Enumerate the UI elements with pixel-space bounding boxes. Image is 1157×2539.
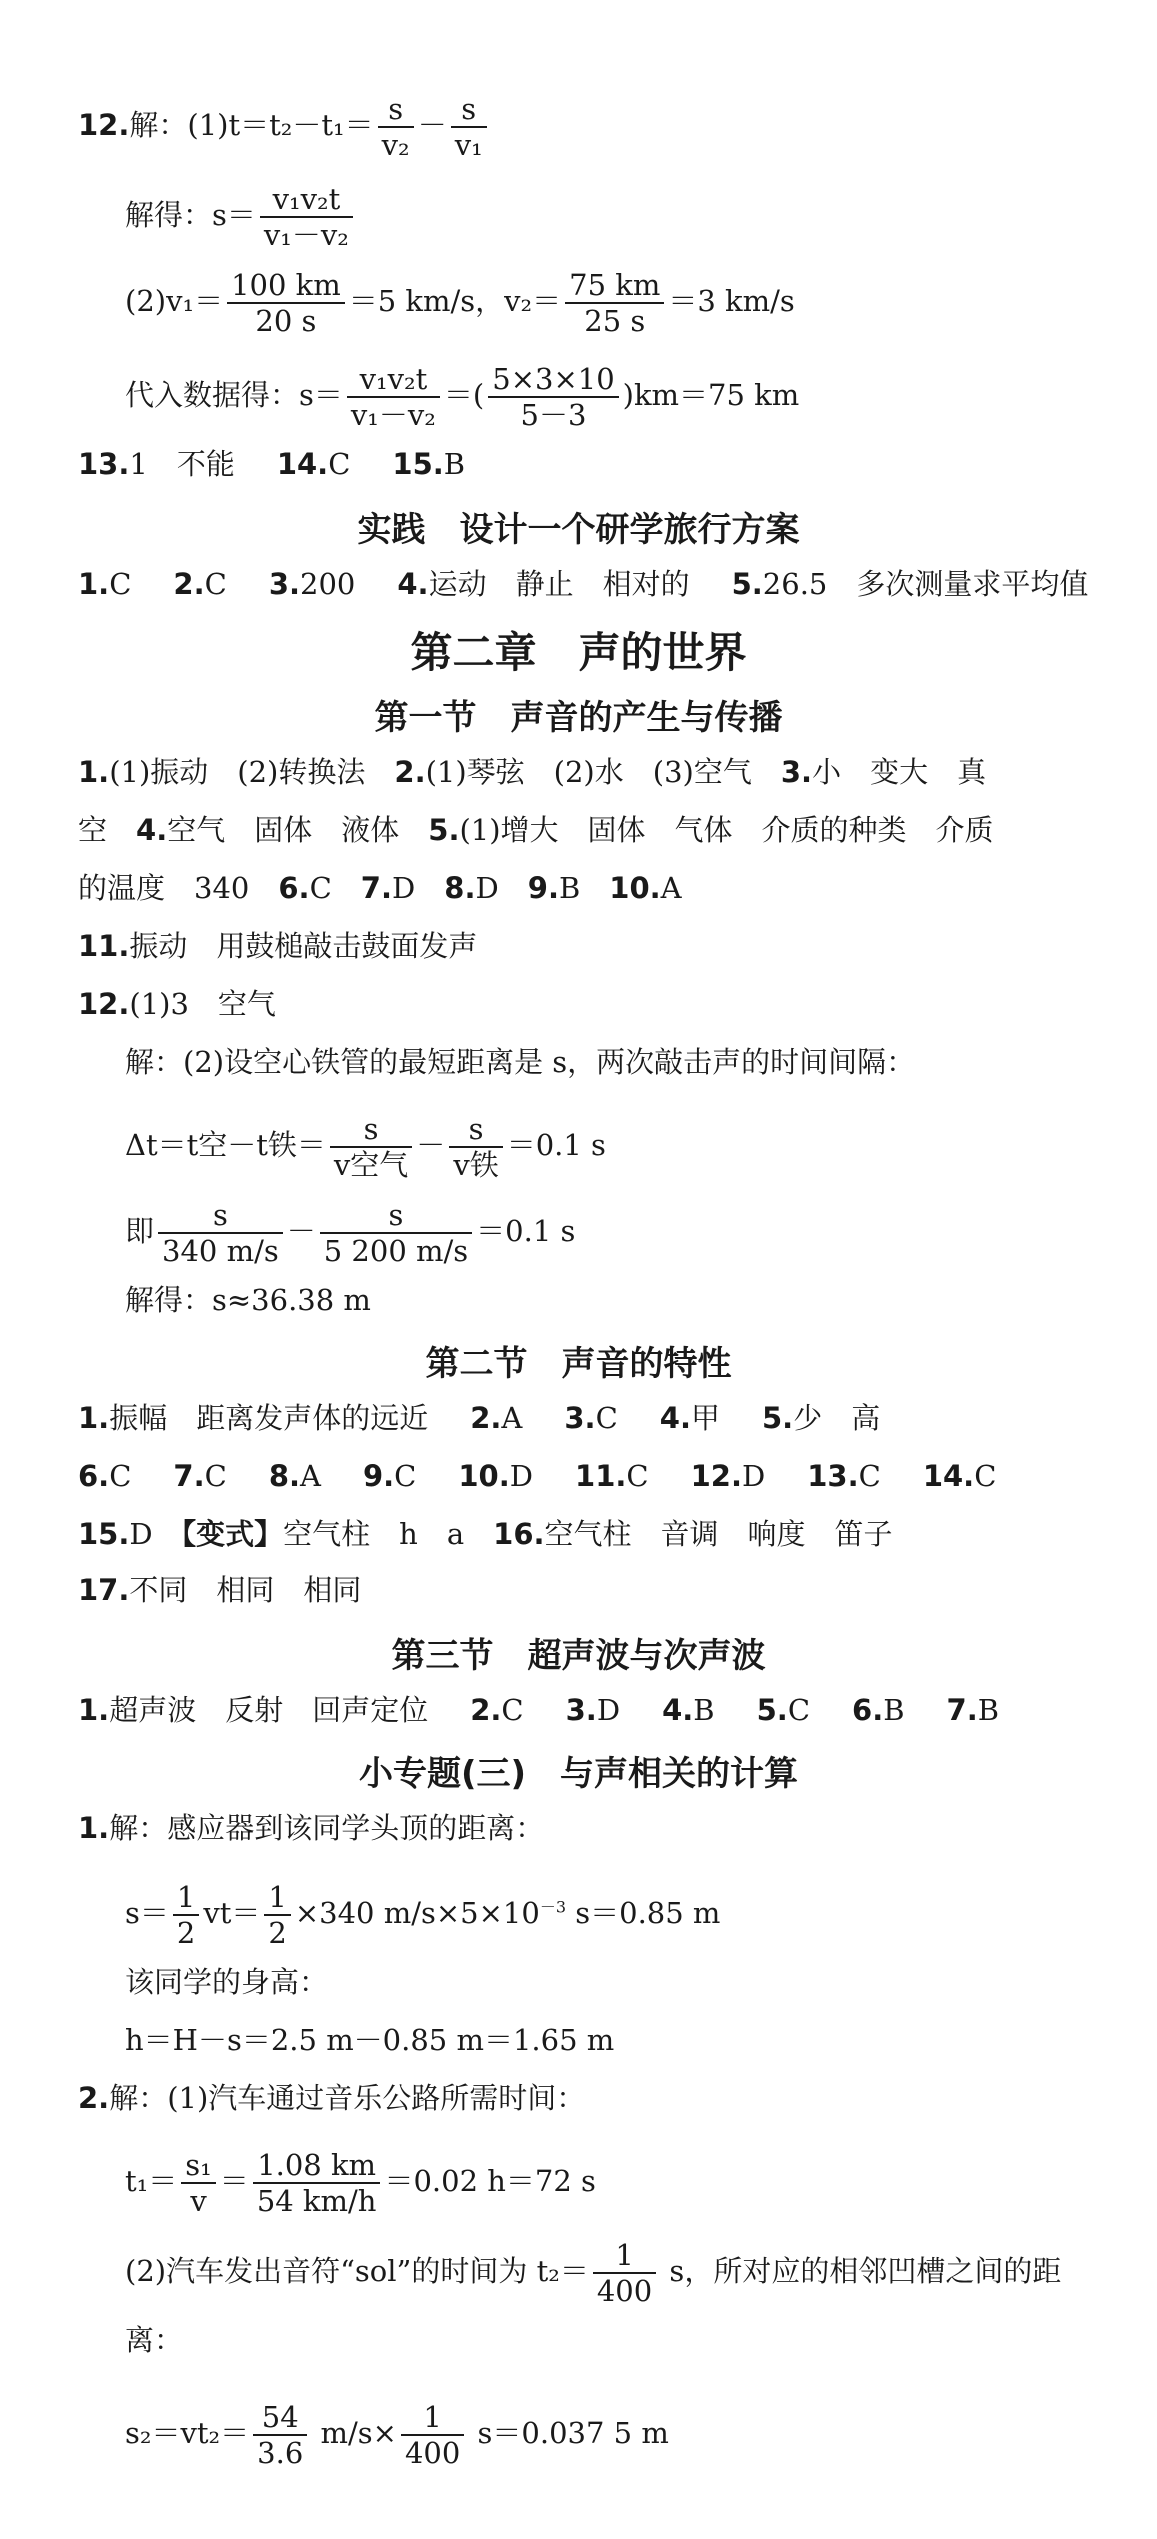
section-title-1: 第一节 声音的产生与传播	[374, 698, 783, 738]
answer-text: C	[501, 1693, 524, 1727]
s3-row1	[78, 1690, 999, 1730]
fraction: $\frac{s}{5 200 m/s}$	[320, 1198, 472, 1268]
answer-text: D	[509, 1459, 534, 1493]
fraction: $\frac{s}{\text{v₁}}$	[451, 92, 487, 162]
section-title-4: 小专题(三) 与声相关的计算	[358, 1754, 799, 1794]
answer-number: 5.	[762, 1401, 794, 1435]
answer-text: C	[974, 1459, 997, 1493]
fraction: $\frac{s}{\text{v铁}}$	[449, 1112, 502, 1182]
chapter-title: 第二章 声的世界	[410, 628, 747, 677]
answer-text: 少 高	[793, 1401, 881, 1435]
s4-q1: 1.解：感应器到该同学头顶的距离：	[78, 1811, 545, 1845]
answer-number: 9.	[362, 1459, 395, 1493]
fraction: $\frac{s}{\text{v₂}}$	[378, 92, 414, 162]
fraction: $\frac{5\times 3\times 10}{5-3}$	[488, 362, 618, 432]
fraction: $\frac{s}{\text{v空气}}$	[330, 1112, 412, 1182]
answer-number: 13.	[807, 1459, 859, 1493]
s2-row3: 15.D 【变式】空气柱 h a 16.空气柱 音调 响度 笛子	[78, 1517, 893, 1551]
s1-line2: 空 4.空气 固体 液体 5.(1)增大 固体 气体 介质的种类 介质	[78, 813, 994, 847]
answer-number: 8.	[268, 1459, 301, 1493]
answers-13-15: 13.1 不能 14.C 15.B	[78, 447, 466, 481]
answer-text: C	[109, 1459, 132, 1493]
s1-line8: 即 $\frac{s}{340 m/s}$ － $\frac{s}{5 200 m/s}$ ＝0.1 s	[125, 1198, 576, 1268]
answer-text: A	[300, 1459, 321, 1493]
section-title-2: 第二节 声音的特性	[425, 1344, 732, 1384]
s2-row1	[78, 1398, 880, 1438]
fraction: $\frac{\text{v₁v₂t}}{\text{v₁－v₂}}$	[347, 362, 440, 432]
s4-text3: (2)汽车发出音符“sol”的时间为 t₂＝ $\frac{1}{400}$ s，所对应的相邻凹槽之间的距	[125, 2238, 1062, 2308]
answer-text: C	[858, 1459, 881, 1493]
s1-line6: 解：(2)设空心铁管的最短距离是 s，两次敲击声的时间间隔：	[125, 1045, 916, 1079]
practice-answers: 1.C 2.C 3.200 4.运动 静止 相对的 5.26.5 多次测量求平均值	[78, 567, 1089, 601]
answer-number: 4.	[662, 1693, 694, 1727]
answer-text: 振幅 距离发声体的远近	[109, 1401, 429, 1435]
answer-number: 11.	[575, 1459, 627, 1493]
answer-text: D	[741, 1459, 766, 1493]
s4-formula2: t₁＝ $\frac{\text{s₁}}{v}$ ＝ $\frac{1.08 km}{54 km/h}$ ＝0.02 h＝72 s	[125, 2148, 596, 2218]
fraction: $\frac{1}{400}$	[593, 2238, 656, 2308]
q12-line2: 解得：s＝ $\frac{\text{v₁v₂t}}{\text{v₁－v₂}}$	[125, 182, 357, 252]
answer-text: 超声波 反射 回声定位	[109, 1693, 429, 1727]
s1-line4: 11.振动 用鼓槌敲击鼓面发声	[78, 929, 478, 963]
answer-number: 12.	[690, 1459, 742, 1493]
answer-text: A	[501, 1401, 523, 1435]
fraction: $\frac{1.08 km}{54 km/h}$	[253, 2148, 381, 2218]
fraction: $\frac{100 km}{20 s}$	[227, 268, 345, 338]
answer-text: 甲	[690, 1401, 720, 1435]
q12-line1: 12.解：(1)t＝t₂－t₁＝ $\frac{s}{\text{v₂}}$ － $\frac{s}{\text{v₁}}$	[78, 92, 491, 162]
q12-line4: 代入数据得：s＝ $\frac{\text{v₁v₂t}}{\text{v₁－v₂}}$ ＝( $\frac{5\times 3\times 10}{5-3}$ )km＝75 km	[125, 362, 800, 432]
answer-text: C	[394, 1459, 417, 1493]
answer-number: 5.	[756, 1693, 788, 1727]
s4-text1: 该同学的身高：	[125, 1965, 329, 1999]
answer-number: 7.	[946, 1693, 978, 1727]
fraction: $\frac{s}{340 m/s}$	[158, 1198, 283, 1268]
fraction: $\frac{1}{400}$	[401, 2400, 464, 2470]
answer-text: B	[693, 1693, 715, 1727]
section-title-3: 第三节 超声波与次声波	[391, 1636, 766, 1676]
s4-text2: h＝H－s＝2.5 m－0.85 m＝1.65 m	[125, 2023, 615, 2057]
answer-number: 6.	[78, 1459, 110, 1493]
fraction: $\frac{\text{v₁v₂t}}{\text{v₁－v₂}}$	[260, 182, 353, 252]
s2-row4: 17.不同 相同 相同	[78, 1573, 362, 1607]
answer-text: B	[977, 1693, 1000, 1727]
answer-number: 1.	[78, 1693, 110, 1727]
fraction: $\frac{75 km}{25 s}$	[565, 268, 664, 338]
answer-number: 2.	[470, 1693, 502, 1727]
s2-row2	[78, 1456, 996, 1496]
fraction: $\frac{1}{2}$	[264, 1880, 290, 1950]
answer-text: D	[596, 1693, 621, 1727]
s4-formula1: s＝ $\frac{1}{2}$ vt＝ $\frac{1}{2}$ ×340 $m/s\times 5\times 10^{-3}$ s＝0.85 m	[125, 1880, 721, 1950]
answer-number: 4.	[659, 1401, 691, 1435]
answer-number: 14.	[922, 1459, 975, 1493]
answer-number: 7.	[173, 1459, 205, 1493]
s1-line5: 12.(1)3 空气	[78, 987, 276, 1021]
s1-line1: 1.(1)振动 (2)转换法 2.(1)琴弦 (2)水 (3)空气 3.小 变大 真	[78, 755, 987, 789]
q12-line3: (2)v₁＝ $\frac{100 km}{20 s}$ ＝5 km/s，v₂＝ $\frac{75 km}{25 s}$ ＝3 km/s	[125, 268, 795, 338]
section-title-practice: 实践 设计一个研学旅行方案	[357, 510, 800, 550]
fraction: $\frac{1}{2}$	[173, 1880, 199, 1950]
answer-number: 6.	[852, 1693, 884, 1727]
s4-text4: 离：	[125, 2323, 184, 2357]
s4-q2: 2.解：(1)汽车通过音乐公路所需时间：	[78, 2081, 586, 2115]
answer-number: 3.	[564, 1401, 596, 1435]
s1-line7: Δt＝t空－t铁＝ $\frac{s}{\text{v空气}}$ － $\frac{s}{\text{v铁}}$ ＝0.1 s	[125, 1112, 606, 1182]
answer-number: 2.	[470, 1401, 502, 1435]
s1-line3: 的温度 340 6.C 7.D 8.D 9.B 10.A	[78, 871, 682, 905]
answer-number: 1.	[78, 1401, 110, 1435]
answer-text: C	[204, 1459, 227, 1493]
answer-text: B	[883, 1693, 905, 1727]
answer-text: C	[787, 1693, 811, 1727]
answer-number: 10.	[458, 1459, 510, 1493]
answer-text: C	[595, 1401, 618, 1435]
s1-line9: 解得：s≈36.38 m	[125, 1283, 371, 1317]
s4-formula3: s₂＝vt₂＝ $\frac{54}{3.6}$ m/s× $\frac{1}{400}$ s＝0.037 5 m	[125, 2400, 669, 2470]
fraction: $\frac{\text{s₁}}{v}$	[181, 2148, 216, 2218]
fraction: $\frac{54}{3.6}$	[253, 2400, 307, 2470]
answer-text: C	[626, 1459, 649, 1493]
answer-number: 3.	[565, 1693, 597, 1727]
